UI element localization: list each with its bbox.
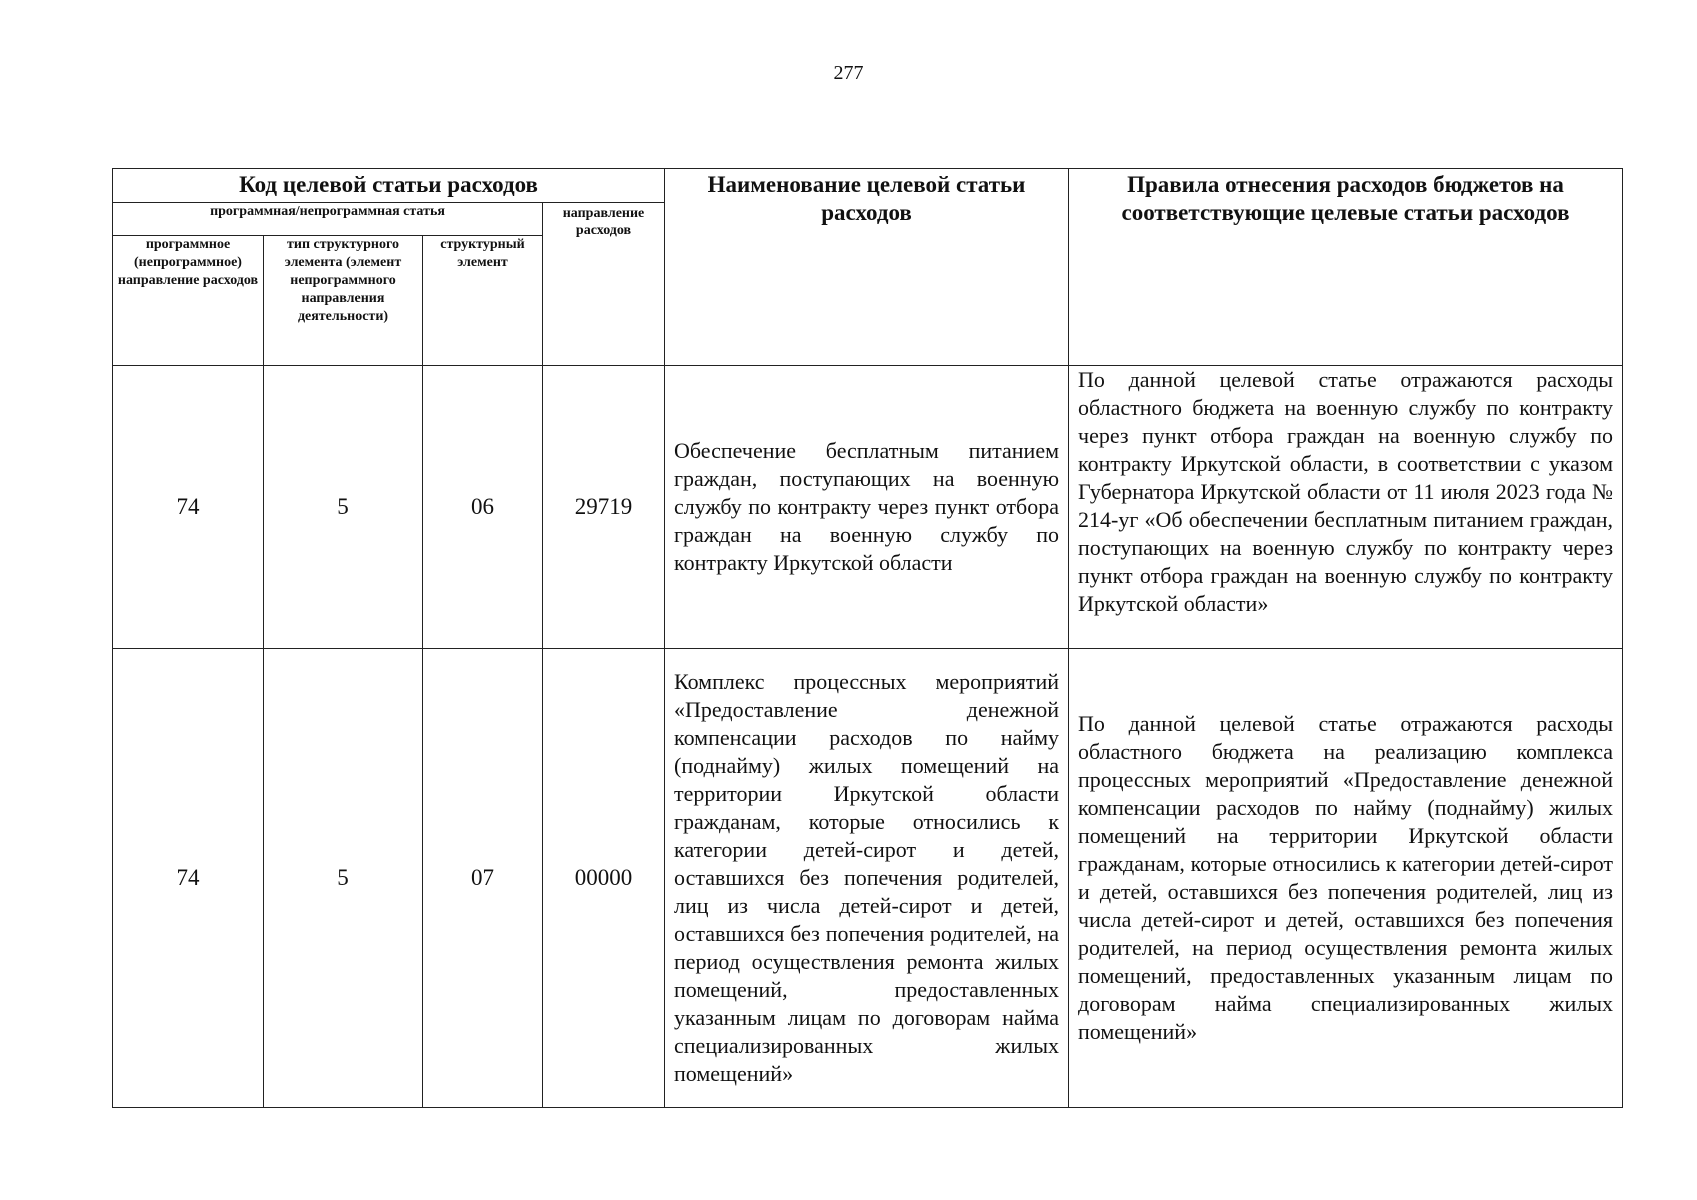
cell-direction: 00000 [543,649,665,1108]
cell-direction: 29719 [543,366,665,649]
header-name-text: Наименование целевой статьи расходов [707,172,1026,225]
header-direction-cell [543,203,665,366]
table-row [113,649,1623,1108]
header-rules-text: Правила отнесения расходов бюджетов на соответствующие целевые статьи расходов [1121,172,1570,225]
header-type-cell [264,236,423,366]
header-program-article-cell [113,203,543,236]
cell-name: Обеспечение бесплатным питанием граждан, поступающих на военную службу по контракту через пункт отбора граждан на военную службу по контракту Иркутской области [665,366,1069,649]
cell-type: 5 [264,366,423,649]
header-element: структурный элемент [440,237,525,270]
cell-program: 74 [113,649,264,1108]
header-rules-column [1069,169,1623,366]
page-number: 277 [833,62,864,84]
header-row-1 [113,169,1623,203]
cell-name: Комплекс процессных мероприятий «Предоставление денежной компенсации расходов по найму (поднайму) жилых помещений на территории Иркутской области гражданам, которые относились к категории детей-сирот и детей, оставшихся без попечения родителей, лиц из числа детей-сирот и детей, оставшихся без попечения родителей, на период осуществления ремонта жилых помещений, предоставленных указанным лицам по договорам найма специализированных жилых помещений» [665,649,1069,1108]
header-type: тип структурного элемента (элемент непрограммного направления деятельности) [284,237,402,324]
header-program-article: программная/непрограммная статья [210,204,445,219]
header-name-column [665,169,1069,366]
cell-rules: По данной целевой статье отражаются расходы областного бюджета на военную службу по контракту через пункт отбора граждан на военную службу по контракту Иркутской области, в соответствии с указом Губернатора Иркутской области от 11 июля 2023 года № 214-уг «Об обеспечении бесплатным питанием граждан, поступающих на военную службу по контракту через пункт отбора граждан на военную службу по контракту Иркутской области» [1069,366,1623,649]
header-program: программное (непрограммное) направление расходов [117,237,259,288]
header-code-title: Код целевой статьи расходов [113,169,665,203]
header-direction: направление расходов [562,206,645,238]
cell-element: 07 [423,649,543,1108]
cell-element: 06 [423,366,543,649]
header-program-cell [113,236,264,366]
budget-classification-table [112,168,1623,1108]
cell-program: 74 [113,366,264,649]
table-row [113,366,1623,649]
cell-type: 5 [264,649,423,1108]
cell-rules: По данной целевой статье отражаются расходы областного бюджета на реализацию комплекса процессных мероприятий «Предоставление денежной компенсации расходов по найму (поднайму) жилых помещений на территории Иркутской области гражданам, которые относились к категории детей-сирот и детей, оставшихся без попечения родителей, лиц из числа детей-сирот и детей, оставшихся без попечения родителей, на период осуществления ремонта жилых помещений, предоставленных указанным лицам по договорам найма специализированных жилых помещений» [1069,649,1623,1108]
header-element-cell [423,236,543,366]
